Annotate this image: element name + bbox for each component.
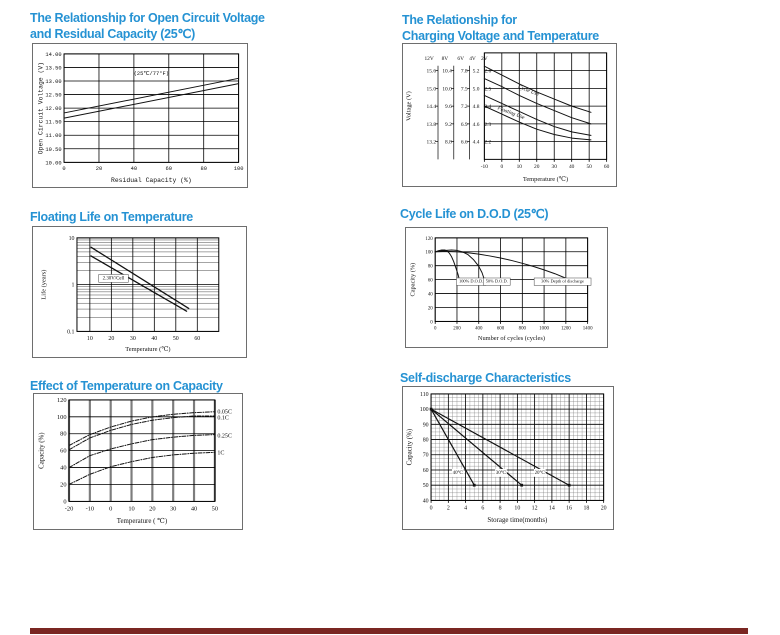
svg-text:40: 40	[422, 498, 429, 505]
svg-text:20: 20	[108, 336, 115, 343]
svg-text:4V: 4V	[469, 55, 476, 62]
svg-text:2.3: 2.3	[484, 121, 492, 128]
svg-text:Open Circuit Voltage (V): Open Circuit Voltage (V)	[37, 61, 45, 155]
svg-text:2.2: 2.2	[484, 139, 492, 146]
svg-text:80: 80	[60, 430, 67, 438]
chart-title-temperature-capacity	[30, 378, 320, 394]
svg-text:60: 60	[427, 278, 433, 284]
svg-text:13.8: 13.8	[426, 121, 437, 128]
svg-text:60: 60	[165, 165, 173, 173]
chart-title-self-discharge	[400, 370, 690, 386]
svg-text:0: 0	[63, 498, 67, 506]
svg-text:9.6: 9.6	[445, 104, 452, 111]
svg-text:14.4: 14.4	[426, 104, 437, 111]
svg-text:50: 50	[422, 483, 429, 490]
chart-title-cycle-life	[400, 206, 690, 222]
svg-text:Cycle Use: Cycle Use	[517, 84, 540, 98]
svg-text:Residual Capacity (%): Residual Capacity (%)	[110, 177, 192, 185]
svg-text:60: 60	[60, 447, 67, 455]
title-line: Floating Life on Temperature	[30, 210, 193, 224]
svg-text:40: 40	[427, 292, 433, 298]
svg-text:70: 70	[422, 452, 429, 459]
svg-text:7.2: 7.2	[460, 104, 468, 111]
svg-text:0: 0	[109, 505, 113, 513]
svg-text:40: 40	[60, 464, 67, 472]
footer-rule	[30, 628, 748, 634]
svg-text:15.6: 15.6	[426, 68, 437, 75]
title-line: Effect of Temperature on Capacity	[30, 379, 223, 393]
svg-text:4.4: 4.4	[472, 139, 480, 146]
svg-text:2: 2	[446, 505, 450, 512]
svg-text:100% D.O.D.: 100% D.O.D.	[459, 278, 484, 284]
svg-text:20℃: 20℃	[534, 470, 546, 476]
svg-text:0: 0	[430, 320, 433, 326]
svg-text:Temperature (℃): Temperature (℃)	[125, 346, 171, 354]
title-line: and Residual Capacity (25℃)	[30, 27, 196, 41]
svg-text:10.50: 10.50	[45, 145, 62, 153]
svg-text:2V: 2V	[481, 55, 488, 62]
svg-text:1400: 1400	[582, 326, 593, 332]
open-circuit-voltage-chart	[33, 44, 247, 187]
svg-text:30℃: 30℃	[495, 470, 507, 476]
svg-text:400: 400	[475, 326, 483, 332]
svg-text:80: 80	[200, 165, 207, 173]
svg-text:10: 10	[86, 336, 93, 343]
svg-text:50: 50	[586, 164, 592, 171]
svg-text:6.9: 6.9	[460, 121, 468, 128]
svg-text:14: 14	[548, 505, 555, 512]
svg-text:0.1C: 0.1C	[217, 415, 230, 422]
svg-text:800: 800	[518, 326, 526, 332]
svg-text:7.5: 7.5	[460, 86, 468, 93]
svg-text:8: 8	[498, 505, 502, 512]
svg-text:Voltage (V): Voltage (V)	[405, 91, 413, 122]
svg-text:50% D.O.D.: 50% D.O.D.	[485, 278, 508, 284]
svg-text:40: 40	[130, 165, 138, 173]
svg-text:16: 16	[566, 505, 573, 512]
svg-text:9.2: 9.2	[445, 121, 452, 128]
svg-text:Capacity (%): Capacity (%)	[409, 262, 417, 297]
chart-title-charging-voltage	[402, 12, 692, 44]
svg-text:Storage time(months): Storage time(months)	[487, 517, 548, 525]
svg-text:0: 0	[429, 505, 433, 512]
svg-text:2.30V/Cell: 2.30V/Cell	[102, 276, 125, 282]
svg-text:30% Depth of discharge: 30% Depth of discharge	[541, 278, 584, 284]
svg-text:0.25C: 0.25C	[217, 433, 233, 440]
svg-text:Capacity (%): Capacity (%)	[406, 428, 414, 466]
title-line: Self-discharge Characteristics	[400, 371, 571, 385]
chart-title-floating-life	[30, 209, 320, 225]
svg-text:7.8: 7.8	[460, 68, 468, 75]
svg-text:60: 60	[422, 467, 429, 474]
svg-text:Number of cycles (cycles): Number of cycles (cycles)	[477, 335, 545, 343]
svg-text:10: 10	[68, 235, 75, 242]
svg-text:13.00: 13.00	[45, 77, 62, 85]
title-line: Cycle Life on D.O.D (25℃)	[400, 207, 549, 221]
svg-text:80: 80	[427, 264, 433, 270]
svg-text:90: 90	[422, 422, 429, 429]
svg-text:0: 0	[62, 165, 66, 173]
svg-text:13.2: 13.2	[426, 139, 437, 146]
svg-text:Floating Use: Floating Use	[496, 105, 526, 122]
svg-text:0: 0	[433, 326, 437, 332]
svg-text:11.50: 11.50	[45, 118, 62, 126]
svg-text:8.8: 8.8	[445, 139, 452, 146]
svg-text:20: 20	[534, 164, 540, 171]
title-line: Charging Voltage and Temperature	[402, 29, 599, 43]
svg-text:8V: 8V	[441, 55, 449, 62]
svg-text:20: 20	[95, 165, 103, 173]
svg-text:-20: -20	[64, 505, 74, 513]
svg-text:Life (years): Life (years)	[40, 269, 48, 300]
svg-text:0.1: 0.1	[67, 329, 75, 336]
svg-text:10.4: 10.4	[442, 68, 452, 75]
chart-frame-charging-voltage	[402, 43, 617, 187]
svg-text:Temperature ( ℃): Temperature ( ℃)	[116, 518, 168, 526]
chart-frame-open-circuit-voltage	[32, 43, 248, 188]
svg-text:20: 20	[427, 306, 433, 312]
svg-text:20: 20	[600, 505, 607, 512]
svg-text:200: 200	[453, 326, 461, 332]
svg-text:18: 18	[583, 505, 590, 512]
svg-text:100: 100	[56, 413, 67, 421]
svg-text:15.0: 15.0	[426, 86, 437, 93]
charging-voltage-chart	[403, 44, 616, 186]
svg-text:12.00: 12.00	[45, 105, 62, 113]
floating-life-chart	[33, 227, 246, 357]
svg-text:50: 50	[172, 336, 179, 343]
self-discharge-chart	[403, 387, 613, 529]
svg-text:-10: -10	[85, 505, 95, 513]
svg-text:10: 10	[514, 505, 521, 512]
svg-text:5.0: 5.0	[472, 86, 480, 93]
chart-frame-self-discharge	[402, 386, 614, 530]
svg-text:(25℃/77°F): (25℃/77°F)	[133, 70, 169, 78]
svg-text:1000: 1000	[539, 326, 549, 332]
svg-text:4.8: 4.8	[472, 104, 480, 111]
svg-text:4.6: 4.6	[472, 121, 480, 128]
svg-text:60: 60	[603, 164, 610, 171]
svg-text:110: 110	[419, 391, 429, 398]
svg-text:12: 12	[531, 505, 538, 512]
svg-text:13.50: 13.50	[45, 64, 62, 72]
svg-text:12.50: 12.50	[45, 91, 62, 99]
svg-text:1: 1	[71, 282, 75, 289]
svg-text:50: 50	[211, 505, 219, 513]
svg-text:-10: -10	[480, 164, 488, 171]
svg-text:2.6: 2.6	[484, 68, 492, 75]
svg-text:40℃: 40℃	[452, 470, 464, 476]
cycle-life-chart	[406, 228, 607, 347]
svg-text:Capacity (%): Capacity (%)	[38, 432, 46, 469]
svg-text:11.00: 11.00	[45, 132, 62, 140]
svg-text:6.6: 6.6	[460, 139, 468, 146]
title-line: The Relationship for	[402, 13, 517, 27]
svg-text:Temperature (℃): Temperature (℃)	[522, 176, 569, 184]
svg-text:60: 60	[194, 336, 201, 343]
svg-text:12V: 12V	[424, 55, 434, 62]
svg-text:100: 100	[425, 250, 433, 256]
svg-text:600: 600	[496, 326, 505, 332]
svg-text:40: 40	[568, 164, 575, 171]
svg-text:80: 80	[422, 437, 429, 444]
svg-text:10.0: 10.0	[442, 86, 452, 93]
chart-title-open-circuit-voltage	[30, 10, 320, 42]
svg-text:2.4: 2.4	[484, 104, 492, 111]
svg-text:14.00: 14.00	[45, 50, 62, 58]
svg-text:120: 120	[425, 236, 433, 242]
svg-text:6V: 6V	[457, 55, 464, 62]
svg-text:20: 20	[60, 481, 67, 489]
svg-text:120: 120	[56, 396, 67, 404]
svg-text:100: 100	[233, 165, 244, 173]
svg-text:10: 10	[516, 164, 522, 171]
svg-text:40: 40	[151, 336, 158, 343]
svg-text:10.00: 10.00	[45, 159, 62, 167]
temperature-capacity-chart	[34, 394, 242, 529]
svg-text:40: 40	[190, 505, 198, 513]
svg-text:30: 30	[551, 164, 557, 171]
svg-text:20: 20	[149, 505, 156, 513]
chart-frame-floating-life	[32, 226, 247, 358]
svg-text:30: 30	[169, 505, 177, 513]
svg-text:100: 100	[419, 407, 429, 414]
svg-text:6: 6	[481, 505, 485, 512]
svg-text:4: 4	[464, 505, 468, 512]
svg-text:0: 0	[500, 164, 504, 171]
chart-frame-temperature-capacity	[33, 393, 243, 530]
title-line: The Relationship for Open Circuit Voltage	[30, 11, 265, 25]
svg-text:0.05C: 0.05C	[217, 409, 233, 416]
svg-text:5.2: 5.2	[472, 68, 480, 75]
svg-text:1200: 1200	[560, 326, 571, 332]
svg-text:1C: 1C	[217, 450, 225, 457]
svg-text:10: 10	[128, 505, 135, 513]
chart-frame-cycle-life	[405, 227, 608, 348]
svg-text:30: 30	[129, 336, 136, 343]
svg-text:2.5: 2.5	[484, 86, 492, 93]
